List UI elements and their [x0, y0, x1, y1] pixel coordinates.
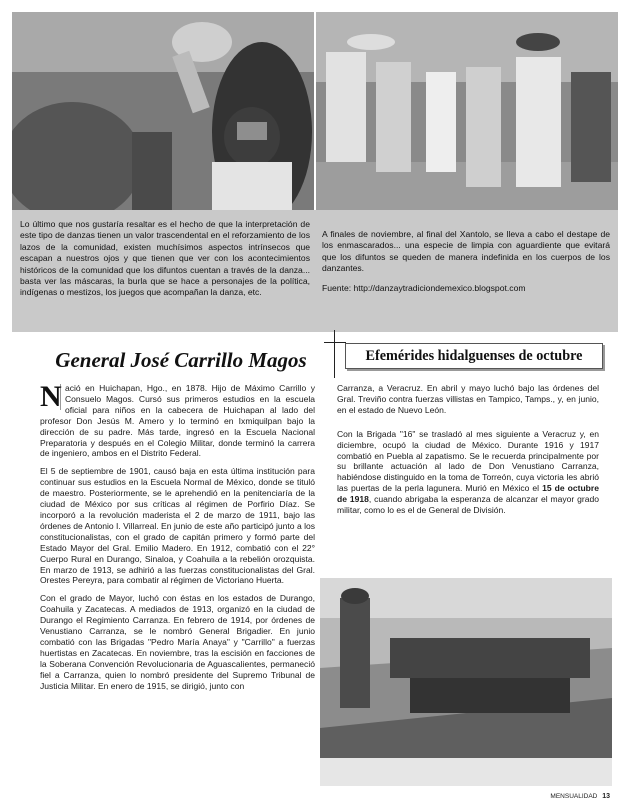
paragraph-1-text: ació en Huichapan, Hgo., en 1878. Hijo de Máximo Carrillo y Consuelo Magos. Cursó sus primeros estudios en la escuela oficial para niños en la cabecera de Huichapan al lado del profesor Don Jesús M. Amero y lo terminó en Ixmiquilpan bajo la dirección de su padre. Más tarde, ingresó en la Escuela Nacional Preparatoria y después en el Colegio Militar, donde terminó la carrera de ingeniero, ambos en el Distrito Federal. [40, 383, 315, 459]
paragraph-2: El 5 de septiembre de 1901, causó baja en esta última institución para continuar sus estudios en la Escuela Normal de México, donde se tituló de maestro. Posteriormente, se le aprehendió en la penitenciaría de la ciudad de México por sus críticas al régimen de Porfirio Díaz. Se incorporó a la revolución maderista el 2 de marzo de 1911, bajo las órdenes de Antonio I. Villarreal. En junio de este año participó junto a los constitucionalistas, con el grado de capitán primero y formó parte del Estado Mayor del Gral. Emilio Madero. En 1912, combatió con el 22° Cuerpo Rural en Durango, Sinaloa, y Coahuila a la rebelión orozquista. En marzo de 1913, se adhirió a las fuerzas constitucionalistas del Gral. Orestes Pereyra, para combatir al régimen de Victoriano Huerta. [40, 466, 315, 586]
right-paragraph-2c: , cuando abrigaba la esperanza de alcanzar el mayor grado militar, como lo es el de General de División. [337, 494, 599, 516]
dancer-mask-photo [12, 12, 314, 210]
caption-left [20, 219, 310, 305]
caption-source: Fuente: http://danzaytradiciondemexico.blogspot.com [322, 282, 526, 293]
footer-brand: MENSUALIDAD [550, 793, 598, 800]
soldiers-battle-photo [320, 578, 612, 786]
drop-cap: N [40, 383, 62, 413]
left-column [40, 383, 315, 787]
caption-right [322, 229, 610, 300]
caption-left-text: Lo último que nos gustaría resaltar es el hecho de que la interpretación de este tipo de danzas tienen un valor trascendental en el reforzamiento de los lazos de la comunidad, existen muchísimos aspectos intrínsecos que escapan a nuestros ojos y que tienen que ver con los acontecimientos históricos de la comunidad que los difuntos cuentan a través de la danza... basta ver las máscaras, la burla que se hace a personajes de la política, indígenas o mestizos, los juegos que acompañan la danza, etc. [20, 219, 310, 298]
page-footer [520, 793, 610, 803]
dancers-group-photo [316, 12, 618, 210]
right-paragraph-1: Carranza, a Veracruz. En abril y mayo luchó bajo las órdenes del Gral. Treviño contra fuerzas villistas en Tampico, Tamps., y, en junio, en el estado de Nuevo León. [337, 383, 599, 415]
section-title: Efemérides hidalguenses de octubre [365, 347, 583, 364]
section-title-box [345, 343, 603, 369]
right-paragraph-2a: Con la Brigada "16" se trasladó al mes siguiente a Veracruz y, en diciembre, ocupó la ciudad de México. Durante 1916 y 1917 combatió en Puebla al zapatismo. Se le recuerda principalmente por su brillante actuación al lado de Don Venustiano Carranza, habiéndose distinguido en la toma de Torreón, cuya victoria les abrió las puertas de la perla lagunera. Murió en México el [337, 428, 599, 494]
photo-caption-box [12, 210, 618, 332]
paragraph-3: Con el grado de Mayor, luchó con éstas en los estados de Durango, Coahuila y Zacatecas. A mediados de 1913, organizó en la ciudad de Durango el Regimiento Carranza. En febrero de 1914, por órdenes de Venustiano Carranza, se le nombró General Brigadier. En junio combatió con las Brigadas "Pedro María Anaya" y "Carrillo" a fuerzas huertistas en Zacatecas. En noviembre, tras la escisión en facciones de la Soberana Convención Revolucionaria de Aguascalientes, permaneció fiel a Carranza, quien lo nombró presidente del Supremo Tribunal de Justicia Militar. En enero de 1915, se dirigió, junto con [40, 593, 315, 691]
page-number: 13 [602, 793, 610, 800]
right-paragraph-2 [337, 429, 599, 516]
cross-ornament-horizontal [324, 342, 346, 343]
death-date: 15 de octubre de 1918 [337, 483, 599, 505]
cross-ornament-vertical [334, 330, 335, 378]
caption-right-text: A finales de noviembre, al final del Xantolo, se lleva a cabo el destape de los enmascarados... una especie de limpia con aguardiente que evitará que los difuntos se queden de manera indefinida en los cuerpos de los danzantes. [322, 229, 610, 274]
right-column [337, 383, 599, 523]
article-title-left: General José Carrillo Magos [55, 348, 307, 372]
paragraph-1 [40, 383, 315, 459]
